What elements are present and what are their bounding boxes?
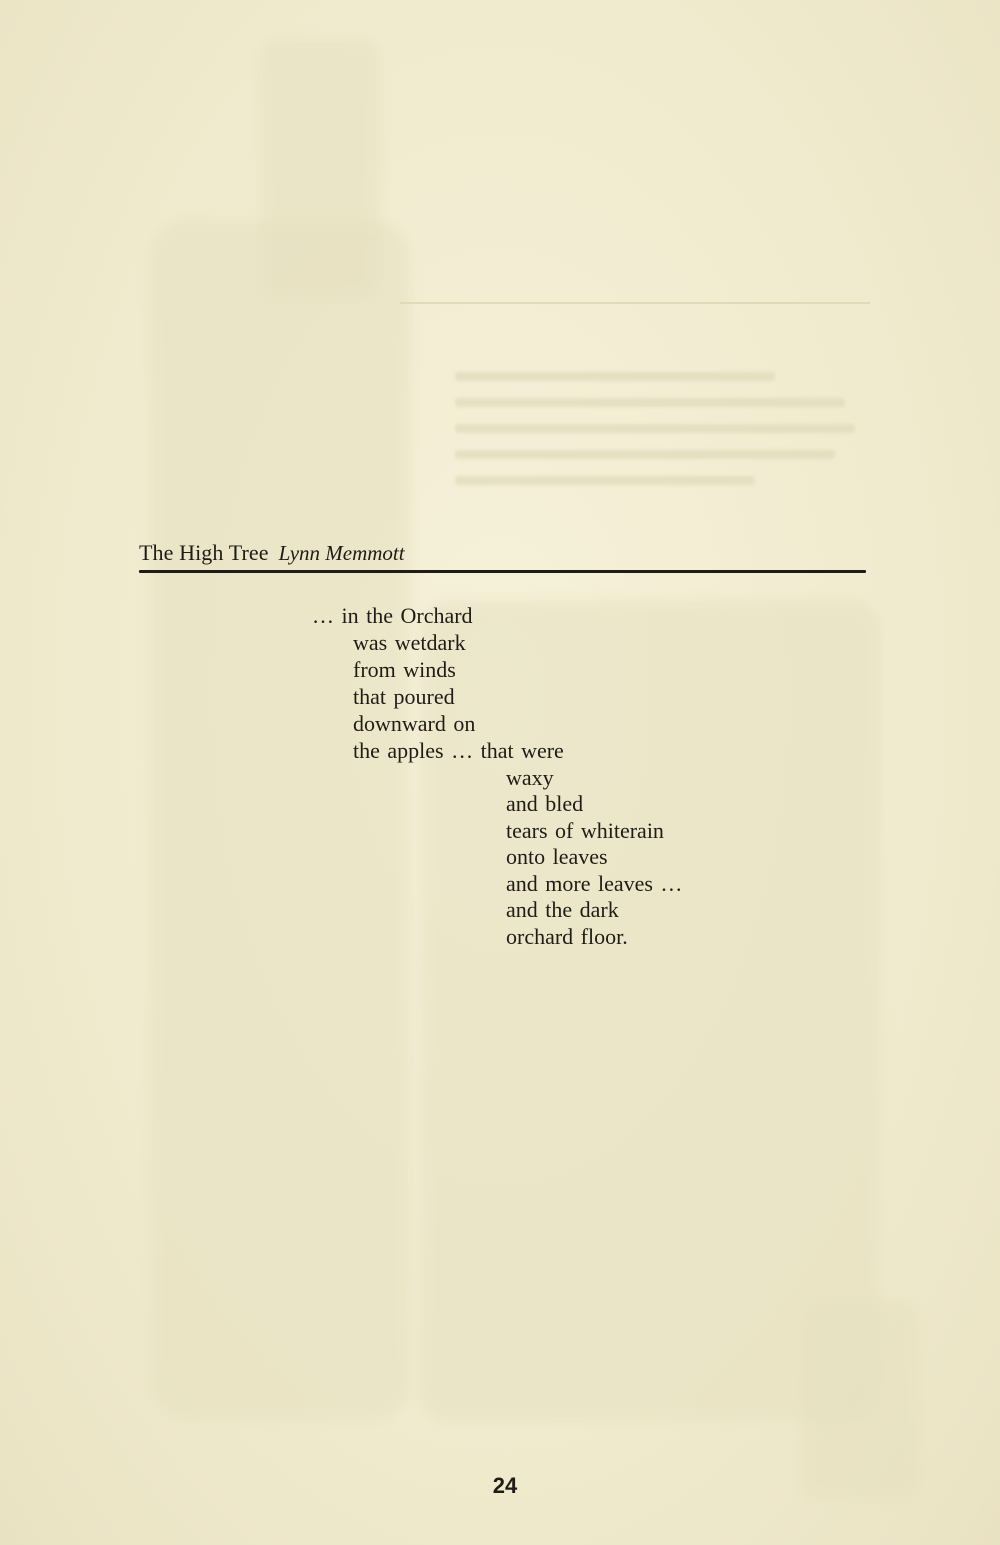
page-number: 24 bbox=[492, 1473, 518, 1498]
poem-line: waxy bbox=[506, 765, 554, 790]
poem-line: and the dark bbox=[506, 897, 619, 922]
poem-line: onto leaves bbox=[506, 844, 608, 869]
poem-line: and bled bbox=[506, 791, 584, 816]
poem-line: the apples … that were bbox=[353, 738, 564, 763]
bleed-through-shadow bbox=[800, 1300, 920, 1500]
poem-line: orchard floor. bbox=[506, 924, 628, 949]
poem-line: and more leaves … bbox=[506, 871, 683, 896]
poem-title: The High Tree bbox=[139, 540, 269, 565]
poem-line: … in the Orchard bbox=[312, 603, 473, 628]
poem-author: Lynn Memmott bbox=[278, 541, 405, 565]
poem-line: from winds bbox=[353, 657, 456, 682]
poem-line: tears of whiterain bbox=[506, 818, 664, 843]
poem-line: downward on bbox=[353, 711, 476, 736]
poem-line: was wetdark bbox=[353, 630, 466, 655]
poem-line: that poured bbox=[353, 684, 455, 709]
